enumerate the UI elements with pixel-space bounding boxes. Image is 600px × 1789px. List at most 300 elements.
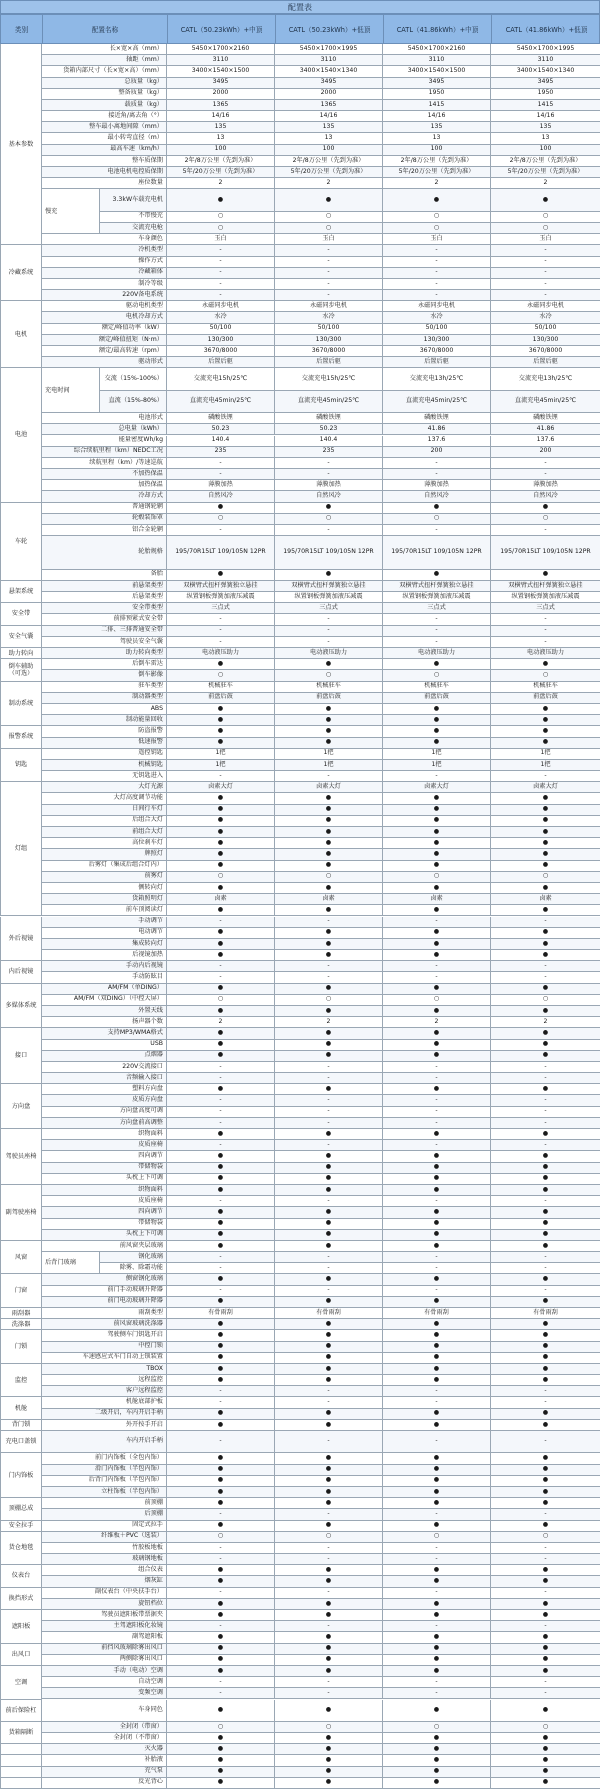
value-cell-model-2: - <box>275 469 383 480</box>
table-row <box>42 704 600 715</box>
value-cell-model-4: ○ <box>491 212 600 223</box>
value-cell-model-3: - <box>383 290 491 301</box>
category-cell <box>0 1744 42 1755</box>
value-cell-model-3: 137.6 <box>383 436 491 447</box>
row-label: 钢化玻璃 <box>100 1252 167 1263</box>
value-cell-model-3: ● <box>383 1375 491 1386</box>
value-cell-model-1: 机械驻车 <box>167 682 275 693</box>
category-cell: 外后视镜 <box>0 917 42 962</box>
table-row <box>42 223 600 234</box>
row-label: 前风窗玻璃洗涤器 <box>42 1319 167 1330</box>
value-cell-model-4: 永磁同步电机 <box>491 301 600 312</box>
value-cell-model-4: ● <box>491 1364 600 1375</box>
row-label: 外置天线 <box>42 1006 167 1017</box>
row-label: 续航里程（km）/等速巡航 <box>42 458 167 469</box>
value-cell-model-1: 有骨雨刮 <box>167 1308 275 1319</box>
row-label: 防盗报警 <box>42 726 167 737</box>
value-cell-model-2: 50/100 <box>275 324 383 335</box>
value-cell-model-4: 交流充电13h/25℃ <box>491 368 600 390</box>
value-cell-model-4: ● <box>491 715 600 726</box>
table-row <box>42 1207 600 1218</box>
value-cell-model-1: - <box>167 1397 275 1408</box>
value-cell-model-1: ● <box>167 726 275 737</box>
table-row <box>42 245 600 256</box>
value-cell-model-1: ● <box>167 1576 275 1587</box>
row-label: 手动（电动）空调 <box>42 1666 167 1677</box>
header-item: 配置名称 <box>43 15 168 43</box>
value-cell-model-3: - <box>383 1073 491 1084</box>
row-label: 二级开启，车内开启手柄 <box>42 1409 167 1420</box>
value-cell-model-2: - <box>275 257 383 268</box>
value-cell-model-1: - <box>167 917 275 928</box>
row-label: 固定式拉手 <box>42 1521 167 1532</box>
value-cell-model-2: - <box>275 614 383 625</box>
table-row <box>42 1118 600 1129</box>
value-cell-model-2: - <box>275 626 383 637</box>
value-cell-model-4: 自然风冷 <box>491 491 600 502</box>
value-cell-model-3: ● <box>383 1700 491 1722</box>
value-cell-model-4: 薄膜加热 <box>491 480 600 491</box>
value-cell-model-3: - <box>383 1062 491 1073</box>
value-cell-model-3: ● <box>383 1409 491 1420</box>
table-row <box>42 928 600 939</box>
value-cell-model-2: 纵置钢板弹簧加液压减震 <box>275 592 383 603</box>
header-model-2: CATL（50.23kWh）+低顶 <box>276 15 384 43</box>
row-label: 220V交流接口 <box>42 1062 167 1073</box>
category-cell: 洗涤器 <box>0 1319 42 1330</box>
value-cell-model-4: ○ <box>491 223 600 234</box>
value-cell-model-1: - <box>167 268 275 279</box>
value-cell-model-1: - <box>167 1196 275 1207</box>
value-cell-model-1: ● <box>167 1353 275 1364</box>
value-cell-model-3: - <box>383 1621 491 1632</box>
value-cell-model-2: ● <box>275 1230 383 1241</box>
row-label: 机舱底部护板 <box>42 1397 167 1408</box>
value-cell-model-4: - <box>491 525 600 536</box>
value-cell-model-2: ● <box>275 189 383 211</box>
table-row <box>42 1006 600 1017</box>
value-cell-model-2: 后置后驱 <box>275 357 383 368</box>
row-label: 后顶棚 <box>42 1509 167 1520</box>
value-cell-model-1: ● <box>167 1051 275 1062</box>
value-cell-model-2: ● <box>275 1465 383 1476</box>
value-cell-model-1: ● <box>167 1330 275 1341</box>
row-label: 不加热保温 <box>42 469 167 480</box>
value-cell-model-3: ● <box>383 1342 491 1353</box>
value-cell-model-3: 三点式 <box>383 603 491 614</box>
value-cell-model-2: ● <box>275 1330 383 1341</box>
value-cell-model-3: ● <box>383 1666 491 1677</box>
value-cell-model-4: 135 <box>491 122 600 133</box>
value-cell-model-1: ● <box>167 570 275 581</box>
value-cell-model-2: - <box>275 1431 383 1453</box>
value-cell-model-2: - <box>275 1140 383 1151</box>
value-cell-model-4: ● <box>491 827 600 838</box>
value-cell-model-3: 交流充电13h/25℃ <box>383 368 491 390</box>
value-cell-model-4: ● <box>491 189 600 211</box>
value-cell-model-1: ● <box>167 1185 275 1196</box>
value-cell-model-1: ○ <box>167 514 275 525</box>
table-row <box>42 1509 600 1520</box>
category-cell: 监控 <box>0 1364 42 1398</box>
table-row <box>42 78 600 89</box>
value-cell-model-2: - <box>275 268 383 279</box>
table-row <box>42 167 600 178</box>
row-label: 副驾遮阳板 <box>42 1632 167 1643</box>
value-cell-model-2: 电动液压助力 <box>275 648 383 659</box>
category-cell: 驾驶员座椅 <box>0 1129 42 1185</box>
value-cell-model-4: ● <box>491 1465 600 1476</box>
category-cell: 机舱 <box>0 1397 42 1419</box>
value-cell-model-4: - <box>491 1554 600 1565</box>
table-row <box>42 424 600 435</box>
value-cell-model-1: 交流充电15h/25℃ <box>167 368 275 390</box>
value-cell-model-1: ● <box>167 1465 275 1476</box>
value-cell-model-2: ● <box>275 1632 383 1643</box>
value-cell-model-2: ● <box>275 883 383 894</box>
table-row <box>42 1744 600 1755</box>
row-label: 立柱饰板（半包内饰） <box>42 1487 167 1498</box>
value-cell-model-2: 双横臂式扭杆弹簧独立悬挂 <box>275 581 383 592</box>
row-label: 驾驶员安全气囊 <box>42 637 167 648</box>
value-cell-model-3: 直流充电45min/25℃ <box>383 391 491 413</box>
value-cell-model-3: - <box>383 961 491 972</box>
value-cell-model-2: - <box>275 458 383 469</box>
value-cell-model-2: - <box>275 637 383 648</box>
value-cell-model-3: ● <box>383 570 491 581</box>
row-label: 支持MP3/WMA格式 <box>42 1028 167 1039</box>
value-cell-model-2: ● <box>275 849 383 860</box>
value-cell-model-2: ● <box>275 1666 383 1677</box>
row-label: 低速报警 <box>42 738 167 749</box>
value-cell-model-4: 1950 <box>491 89 600 100</box>
row-label: 驾驶侧车门钥匙开启 <box>42 1330 167 1341</box>
table-row <box>42 950 600 961</box>
category-cell: 充电口盖锁 <box>0 1431 42 1453</box>
value-cell-model-3: - <box>383 1543 491 1554</box>
category-cell: 安全带 <box>0 603 42 625</box>
row-label: 前门手动玻璃升降器 <box>42 1286 167 1297</box>
value-cell-model-1: 50.23 <box>167 424 275 435</box>
category-cell: 仪表台 <box>0 1565 42 1587</box>
table-row <box>42 1140 600 1151</box>
row-label: 冷藏箱体 <box>42 268 167 279</box>
value-cell-model-4: 100 <box>491 145 600 156</box>
table-row <box>42 1151 600 1162</box>
value-cell-model-1: - <box>167 1431 275 1453</box>
value-cell-model-4: 电动液压助力 <box>491 648 600 659</box>
value-cell-model-1: 135 <box>167 122 275 133</box>
row-label: 倒车影像 <box>42 670 167 681</box>
value-cell-model-2: ● <box>275 1409 383 1420</box>
row-label: 充气泵 <box>42 1767 167 1778</box>
table-row <box>42 491 600 502</box>
table-row <box>42 178 600 189</box>
row-label: 机械钥匙 <box>42 760 167 771</box>
value-cell-model-3: ● <box>383 1655 491 1666</box>
value-cell-model-3: 3495 <box>383 78 491 89</box>
value-cell-model-4: 机械驻车 <box>491 682 600 693</box>
value-cell-model-2: ● <box>275 1733 383 1744</box>
value-cell-model-4: ● <box>491 1744 600 1755</box>
value-cell-model-3: 永磁同步电机 <box>383 301 491 312</box>
value-cell-model-4: - <box>491 1073 600 1084</box>
value-cell-model-1: 5年/20万公里（先到为准） <box>167 167 275 178</box>
table-row <box>42 1095 600 1106</box>
value-cell-model-4: ● <box>491 838 600 849</box>
row-label: 制动能量回收 <box>42 715 167 726</box>
value-cell-model-2: ○ <box>275 212 383 223</box>
value-cell-model-1: 双横臂式扭杆弹簧独立悬挂 <box>167 581 275 592</box>
table-row <box>42 89 600 100</box>
value-cell-model-4: 磷酸铁锂 <box>491 413 600 424</box>
value-cell-model-2: - <box>275 1397 383 1408</box>
value-cell-model-3: ● <box>383 1084 491 1095</box>
value-cell-model-2: ● <box>275 715 383 726</box>
value-cell-model-3: - <box>383 1263 491 1274</box>
value-cell-model-1: ● <box>167 827 275 838</box>
value-cell-model-1: - <box>167 1095 275 1106</box>
value-cell-model-1: ● <box>167 950 275 961</box>
table-row <box>42 626 600 637</box>
table-row <box>42 480 600 491</box>
row-label: 带储物袋 <box>42 1219 167 1230</box>
value-cell-model-2: - <box>275 961 383 972</box>
value-cell-model-1: - <box>167 1140 275 1151</box>
value-cell-model-4: ○ <box>491 514 600 525</box>
value-cell-model-1: 薄膜加热 <box>167 480 275 491</box>
value-cell-model-3: ● <box>383 816 491 827</box>
value-cell-model-4: 2 <box>491 1017 600 1028</box>
value-cell-model-2: ● <box>275 738 383 749</box>
table-row <box>42 782 600 793</box>
value-cell-model-2: ○ <box>275 1532 383 1543</box>
value-cell-model-3: 2年/8万公里（先到为准） <box>383 156 491 167</box>
value-cell-model-3: - <box>383 626 491 637</box>
row-label: 车速感应式车门自动上锁装置 <box>42 1353 167 1364</box>
value-cell-model-3: ○ <box>383 1722 491 1733</box>
value-cell-model-2: ● <box>275 1174 383 1185</box>
value-cell-model-4: - <box>491 469 600 480</box>
table-row <box>42 1767 600 1778</box>
table-row <box>42 1353 600 1364</box>
value-cell-model-3: 2 <box>383 1017 491 1028</box>
row-label: 货箱内部尺寸（长×宽×高）（mm） <box>42 66 167 77</box>
table-row <box>42 816 600 827</box>
row-label: 二排、三排普通安全带 <box>42 626 167 637</box>
value-cell-model-3: 100 <box>383 145 491 156</box>
value-cell-model-2: 永磁同步电机 <box>275 301 383 312</box>
value-cell-model-2: ● <box>275 1755 383 1766</box>
value-cell-model-1: - <box>167 1509 275 1520</box>
table-row <box>42 257 600 268</box>
value-cell-model-3: 13 <box>383 133 491 144</box>
value-cell-model-3: ● <box>383 793 491 804</box>
value-cell-model-1: - <box>167 1252 275 1263</box>
value-cell-model-4: - <box>491 1286 600 1297</box>
value-cell-model-1: - <box>167 1554 275 1565</box>
row-label: 侧窗钢化玻璃 <box>42 1274 167 1285</box>
table-row <box>42 961 600 972</box>
value-cell-model-1: ● <box>167 1733 275 1744</box>
value-cell-model-1: - <box>167 961 275 972</box>
value-cell-model-3: ○ <box>383 670 491 681</box>
row-label: 额定/峰值扭矩（N·m） <box>42 335 167 346</box>
value-cell-model-4: - <box>491 1688 600 1699</box>
value-cell-model-1: ● <box>167 793 275 804</box>
value-cell-model-4: ● <box>491 1084 600 1095</box>
table-row <box>42 805 600 816</box>
value-cell-model-1: 卤素 <box>167 894 275 905</box>
value-cell-model-2: 2 <box>275 178 383 189</box>
value-cell-model-1: - <box>167 1286 275 1297</box>
value-cell-model-2: 235 <box>275 447 383 458</box>
value-cell-model-3: 200 <box>383 447 491 458</box>
table-row <box>42 1543 600 1554</box>
value-cell-model-3: 1415 <box>383 100 491 111</box>
row-label: 车身同色 <box>42 1700 167 1722</box>
value-cell-model-1: - <box>167 290 275 301</box>
value-cell-model-4: - <box>491 257 600 268</box>
value-cell-model-3: 机械驻车 <box>383 682 491 693</box>
value-cell-model-3: ● <box>383 1163 491 1174</box>
value-cell-model-2: 140.4 <box>275 436 383 447</box>
category-cell <box>0 1767 42 1778</box>
value-cell-model-2: - <box>275 1588 383 1599</box>
value-cell-model-2: ● <box>275 1744 383 1755</box>
value-cell-model-1: ● <box>167 1364 275 1375</box>
value-cell-model-2: - <box>275 1621 383 1632</box>
row-label: 驱动电机类型 <box>42 301 167 312</box>
value-cell-model-2: 卤素 <box>275 894 383 905</box>
value-cell-model-2: ● <box>275 1028 383 1039</box>
value-cell-model-1: 3400×1540×1500 <box>167 66 275 77</box>
value-cell-model-1: 自然风冷 <box>167 491 275 502</box>
value-cell-model-4: 直流充电45min/25℃ <box>491 391 600 413</box>
row-label: 长×宽×高（mm） <box>42 44 167 55</box>
row-label: 前排预紧式安全带 <box>42 614 167 625</box>
value-cell-model-4: - <box>491 1095 600 1106</box>
value-cell-model-3: ● <box>383 1364 491 1375</box>
value-cell-model-4: ● <box>491 1599 600 1610</box>
row-label: 电动调节 <box>42 928 167 939</box>
value-cell-model-2: ● <box>275 1297 383 1308</box>
table-row <box>42 1700 600 1722</box>
table-row <box>42 1554 600 1565</box>
value-cell-model-1: ● <box>167 1700 275 1722</box>
category-cell: 遮阳板 <box>0 1610 42 1644</box>
value-cell-model-4: ● <box>491 1767 600 1778</box>
value-cell-model-4: - <box>491 1431 600 1453</box>
value-cell-model-4: 卤素 <box>491 894 600 905</box>
value-cell-model-3: - <box>383 1509 491 1520</box>
value-cell-model-3: ● <box>383 984 491 995</box>
value-cell-model-1: 2 <box>167 178 275 189</box>
value-cell-model-2: ○ <box>275 995 383 1006</box>
category-cell: 钥匙 <box>0 749 42 783</box>
value-cell-model-1: 140.4 <box>167 436 275 447</box>
category-cell: 助力转向 <box>0 648 42 659</box>
row-label: 冷却方式 <box>42 491 167 502</box>
value-cell-model-2: ● <box>275 793 383 804</box>
table-row <box>42 1073 600 1084</box>
row-label: 扬声器个数 <box>42 1017 167 1028</box>
value-cell-model-3: ● <box>383 827 491 838</box>
table-row <box>42 1308 600 1319</box>
category-cell: 电机 <box>0 301 42 368</box>
value-cell-model-3: ○ <box>383 212 491 223</box>
table-row <box>42 1755 600 1766</box>
value-cell-model-3: ● <box>383 503 491 514</box>
value-cell-model-4: ● <box>491 805 600 816</box>
value-cell-model-2: ● <box>275 1319 383 1330</box>
table-row <box>42 1364 600 1375</box>
value-cell-model-4: 1把 <box>491 749 600 760</box>
value-cell-model-4: ● <box>491 570 600 581</box>
table-row <box>42 1062 600 1073</box>
value-cell-model-2: - <box>275 917 383 928</box>
value-cell-model-4: - <box>491 1062 600 1073</box>
value-cell-model-2: 1把 <box>275 760 383 771</box>
row-label: 轮胎规格 <box>42 536 167 570</box>
row-label: 主驾遮阳板化妆镜 <box>42 1621 167 1632</box>
row-label: 织物面料 <box>42 1185 167 1196</box>
value-cell-model-3: - <box>383 1196 491 1207</box>
row-label: 方向盘高度可调 <box>42 1107 167 1118</box>
table-row <box>42 1688 600 1699</box>
category-cell: 多媒体系统 <box>0 984 42 1029</box>
value-cell-model-3: ● <box>383 1778 491 1789</box>
value-cell-model-2: ● <box>275 1700 383 1722</box>
value-cell-model-1: ● <box>167 816 275 827</box>
row-label: 额定/峰值功率（kW） <box>42 324 167 335</box>
value-cell-model-4: 水冷 <box>491 312 600 323</box>
table-row <box>42 570 600 581</box>
value-cell-model-2: ○ <box>275 1722 383 1733</box>
value-cell-model-4: ● <box>491 704 600 715</box>
value-cell-model-1: - <box>167 1062 275 1073</box>
value-cell-model-1: ● <box>167 1319 275 1330</box>
table-row <box>42 715 600 726</box>
value-cell-model-2: ● <box>275 1599 383 1610</box>
value-cell-model-1: 三点式 <box>167 603 275 614</box>
table-row <box>42 44 600 55</box>
row-label: 纤维板＋PVC（选装） <box>42 1532 167 1543</box>
value-cell-model-3: ● <box>383 1487 491 1498</box>
row-label: 全封闭（不带窗） <box>42 1733 167 1744</box>
value-cell-model-4: - <box>491 917 600 928</box>
value-cell-model-3: ○ <box>383 223 491 234</box>
value-cell-model-3: ● <box>383 1565 491 1576</box>
value-cell-model-4: ● <box>491 1498 600 1509</box>
value-cell-model-3: 磷酸铁锂 <box>383 413 491 424</box>
value-cell-model-1: ● <box>167 1174 275 1185</box>
value-cell-model-2: 有骨雨刮 <box>275 1308 383 1319</box>
value-cell-model-1: ● <box>167 1028 275 1039</box>
category-cell: 灯组 <box>0 782 42 916</box>
value-cell-model-2: ● <box>275 726 383 737</box>
value-cell-model-3: - <box>383 1554 491 1565</box>
value-cell-model-1: ● <box>167 1129 275 1140</box>
value-cell-model-2: ○ <box>275 223 383 234</box>
value-cell-model-2: 195/70R15LT 109/105N 12PR <box>275 536 383 570</box>
table-row <box>42 872 600 883</box>
value-cell-model-1: ● <box>167 1409 275 1420</box>
value-cell-model-3: ● <box>383 1274 491 1285</box>
value-cell-model-1: 2 <box>167 1017 275 1028</box>
category-cell <box>0 1778 42 1789</box>
value-cell-model-1: - <box>167 972 275 983</box>
